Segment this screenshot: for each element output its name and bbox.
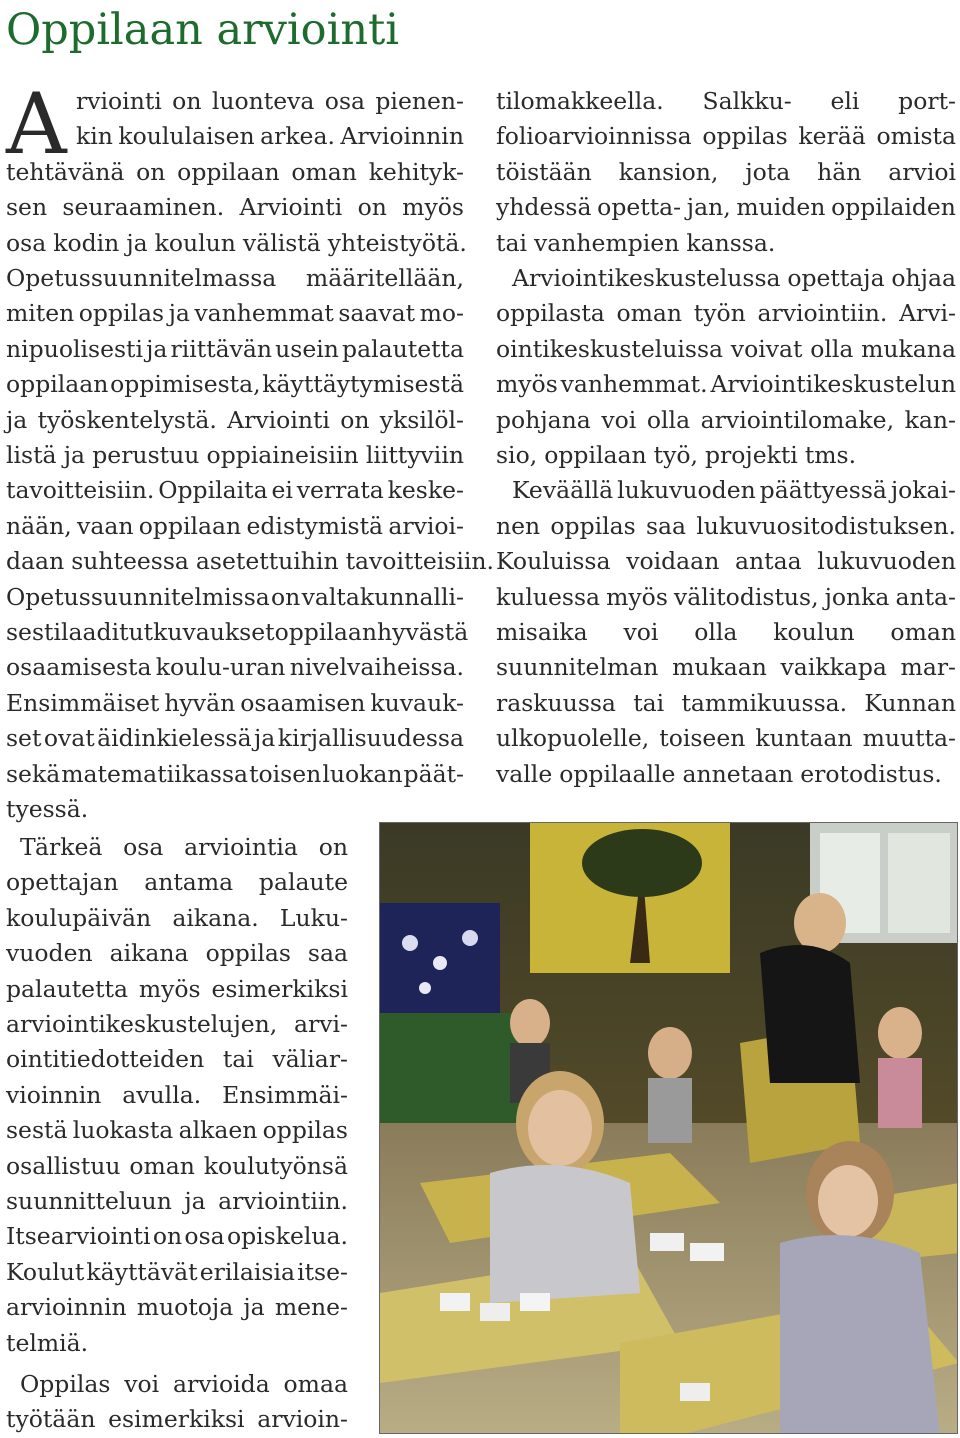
word: nipuolisesti bbox=[6, 334, 143, 363]
word: suhteessa bbox=[71, 547, 189, 576]
word: tai bbox=[222, 1045, 254, 1074]
word: väliar- bbox=[272, 1045, 348, 1074]
word: on bbox=[136, 157, 166, 186]
word: osaamisen bbox=[240, 688, 366, 717]
word: annetaan bbox=[682, 759, 794, 788]
word: Itsearviointi bbox=[6, 1222, 151, 1251]
word: kerää bbox=[798, 122, 866, 151]
word: kehityk- bbox=[368, 157, 464, 186]
text-line bbox=[496, 84, 956, 119]
word: antaa bbox=[735, 547, 802, 576]
word: Arviointikeskustelussa bbox=[512, 264, 781, 292]
word: vuoden bbox=[6, 939, 93, 968]
word: lukuvuositodistuksen. bbox=[696, 511, 956, 540]
text-line bbox=[6, 1007, 348, 1042]
text-line bbox=[6, 1402, 348, 1437]
text-line bbox=[6, 901, 348, 936]
text-line bbox=[496, 403, 956, 438]
word: oppilaan bbox=[274, 618, 378, 646]
word: Arviointikeskustelun bbox=[710, 370, 956, 399]
word: ovat bbox=[43, 724, 95, 753]
word: matematiikassa bbox=[61, 759, 249, 788]
word: seuraaminen. bbox=[62, 193, 225, 222]
word: kuntaan bbox=[755, 724, 853, 753]
text-line bbox=[496, 757, 956, 792]
word: osallistuu bbox=[6, 1151, 121, 1180]
word: työ, bbox=[653, 441, 698, 469]
word: olla bbox=[694, 618, 738, 646]
word: palaute bbox=[258, 868, 348, 897]
word: palautetta bbox=[6, 974, 128, 1003]
word: suunnitteluun bbox=[6, 1187, 172, 1215]
text-line bbox=[496, 615, 956, 650]
word: mar- bbox=[900, 653, 956, 682]
word: alkaen bbox=[178, 1116, 258, 1145]
word: Keväällä bbox=[512, 476, 614, 505]
word: tehtävänä bbox=[6, 157, 125, 186]
word: sestä bbox=[6, 1116, 68, 1145]
word: Luku- bbox=[279, 903, 348, 932]
word: liittyviin bbox=[365, 441, 464, 469]
word: arviointia bbox=[184, 833, 298, 861]
word: daan bbox=[6, 547, 65, 576]
word: ja bbox=[243, 1293, 265, 1322]
word: määritellään, bbox=[305, 264, 464, 292]
word: Tärkeä bbox=[20, 833, 103, 861]
word: toiseen bbox=[659, 724, 746, 753]
word: Kouluissa bbox=[496, 547, 611, 576]
word: ja bbox=[6, 405, 28, 434]
word: ja bbox=[254, 724, 276, 753]
word: keske- bbox=[387, 476, 464, 505]
word: arviointiin. bbox=[218, 1187, 348, 1215]
word: Arvioinnin bbox=[340, 122, 464, 151]
word: telmiä. bbox=[6, 1328, 89, 1357]
word: oppilas bbox=[205, 939, 291, 968]
text-line bbox=[6, 403, 464, 438]
word: luokasta bbox=[72, 1116, 174, 1145]
word: päät- bbox=[403, 759, 464, 788]
word: käyttävät bbox=[86, 1257, 198, 1286]
word: nen bbox=[496, 511, 541, 540]
word: oppilaan bbox=[138, 511, 242, 540]
word: myös bbox=[496, 370, 558, 399]
word: oppilas bbox=[78, 299, 165, 328]
text-line bbox=[6, 936, 348, 971]
word: koulupäivän bbox=[6, 903, 152, 932]
word: arkea. bbox=[260, 122, 335, 151]
word: on bbox=[271, 582, 301, 611]
word: tavoitteisiin. bbox=[345, 547, 494, 576]
text-line bbox=[6, 972, 348, 1007]
word: oman bbox=[291, 157, 357, 186]
word: erotodistus. bbox=[800, 759, 942, 788]
text-line bbox=[496, 296, 956, 331]
text-line bbox=[6, 544, 494, 579]
word: myös bbox=[402, 193, 464, 222]
word: kuvaukset bbox=[153, 618, 275, 646]
word: Salkku- bbox=[702, 87, 792, 115]
word: Arviointi bbox=[227, 405, 330, 434]
word: oppilasta bbox=[496, 299, 605, 328]
text-line bbox=[6, 1326, 348, 1361]
word: kan- bbox=[904, 405, 956, 434]
word: koulun bbox=[154, 228, 236, 257]
word: tai bbox=[496, 228, 527, 257]
text-line bbox=[6, 1042, 348, 1077]
text-line bbox=[6, 615, 469, 650]
word: päättyessä bbox=[759, 476, 887, 505]
word: voidaan bbox=[626, 547, 720, 576]
word: arvioida bbox=[172, 1370, 270, 1398]
word: sio, bbox=[496, 441, 538, 469]
word: Opetussuunnitelmissa bbox=[6, 582, 270, 611]
word: saa bbox=[307, 939, 348, 968]
word: äidinkielessä bbox=[97, 724, 252, 753]
text-line bbox=[6, 865, 348, 900]
word: on bbox=[172, 87, 202, 115]
word: Oppilaita bbox=[158, 476, 268, 505]
page-title: Oppilaan arviointi bbox=[6, 5, 400, 55]
word: vanhemmat. bbox=[560, 370, 708, 399]
text-line bbox=[6, 155, 464, 190]
word: oman bbox=[129, 1151, 195, 1180]
word: arvioi- bbox=[388, 511, 464, 540]
word: saavat bbox=[338, 299, 416, 328]
word: aikana. bbox=[172, 903, 259, 932]
word: nään, bbox=[6, 511, 72, 540]
word: palautetta bbox=[342, 334, 464, 363]
word: saa bbox=[645, 511, 687, 540]
word: opettaja bbox=[787, 264, 885, 292]
word: asetettuihin bbox=[195, 547, 339, 576]
word: arvioi bbox=[888, 157, 956, 186]
word: vanhemmat bbox=[194, 299, 334, 328]
word: tai bbox=[633, 688, 665, 717]
word: luonteva bbox=[211, 87, 315, 115]
word: koulun bbox=[773, 618, 855, 646]
text-line bbox=[6, 1184, 348, 1219]
word: tyessä. bbox=[6, 795, 89, 823]
word: esimerkiksi bbox=[108, 1405, 245, 1434]
word: edistymistä bbox=[246, 511, 384, 540]
word: ja bbox=[184, 1187, 206, 1215]
word: oppilaiden bbox=[831, 193, 956, 222]
word: listä bbox=[6, 441, 57, 469]
word: jan, bbox=[686, 193, 731, 222]
word: valtakunnalli- bbox=[301, 582, 464, 611]
word: työtään bbox=[6, 1405, 96, 1434]
word: osa bbox=[6, 228, 47, 257]
word: oppilaan bbox=[6, 370, 109, 399]
classroom-photo bbox=[379, 822, 958, 1434]
word: mo- bbox=[419, 299, 464, 328]
text-line bbox=[496, 226, 956, 261]
word: ja bbox=[63, 441, 86, 469]
word: arvi- bbox=[294, 1010, 348, 1038]
text-line bbox=[496, 650, 956, 685]
word: yksilöl- bbox=[379, 405, 464, 434]
text-line bbox=[6, 650, 464, 685]
word: lukuvuoden bbox=[817, 547, 956, 576]
text-line bbox=[496, 367, 956, 402]
word: raskuussa bbox=[496, 688, 616, 717]
word: sesti bbox=[6, 618, 61, 646]
text-line bbox=[496, 509, 956, 544]
text-line bbox=[496, 332, 956, 367]
text-line bbox=[6, 721, 464, 756]
word: käyttäytymisestä bbox=[262, 370, 464, 399]
word: arviointilomake, bbox=[700, 405, 895, 434]
text-line bbox=[6, 367, 464, 402]
word: tavoitteisiin. bbox=[6, 476, 155, 505]
text-line bbox=[6, 296, 464, 331]
word: usein bbox=[275, 334, 339, 363]
word: on bbox=[318, 833, 348, 861]
text-line bbox=[6, 580, 464, 615]
text-line bbox=[76, 84, 464, 119]
text-line bbox=[496, 438, 956, 473]
word: oppimisesta, bbox=[110, 370, 261, 399]
word: pohjana bbox=[496, 405, 591, 434]
word: perustuu bbox=[92, 441, 200, 469]
text-line bbox=[6, 261, 464, 296]
word: voi bbox=[623, 618, 659, 646]
word: osa bbox=[324, 87, 366, 115]
word: itse- bbox=[297, 1257, 348, 1286]
word: työskentelystä. bbox=[37, 405, 217, 434]
word: muutta- bbox=[862, 724, 956, 753]
word: eli bbox=[830, 87, 860, 115]
text-line bbox=[6, 226, 467, 261]
word: ei bbox=[271, 476, 293, 505]
text-line bbox=[512, 261, 956, 296]
text-line bbox=[496, 155, 956, 190]
word: hyvästä bbox=[377, 618, 469, 646]
word: olla bbox=[646, 405, 691, 434]
word: vanhempien bbox=[533, 228, 680, 257]
word: koulu-uran bbox=[155, 653, 286, 682]
word: kansion, bbox=[618, 157, 719, 186]
text-line bbox=[6, 332, 464, 367]
word: opettajan bbox=[6, 868, 119, 897]
word: yhteistyötä. bbox=[327, 228, 467, 257]
word: oppilas bbox=[262, 1116, 348, 1145]
word: valle bbox=[496, 759, 553, 788]
word: ja bbox=[126, 228, 148, 257]
word: Ensimmäi- bbox=[222, 1080, 348, 1109]
word: kuluessa bbox=[496, 582, 601, 611]
word: työn bbox=[693, 299, 746, 328]
word: hän bbox=[817, 157, 862, 186]
word: voivat bbox=[730, 334, 803, 363]
text-line bbox=[6, 473, 464, 508]
word: omista bbox=[876, 122, 956, 151]
text-line bbox=[6, 686, 464, 721]
word: aikana bbox=[109, 939, 189, 968]
word: avulla. bbox=[122, 1080, 202, 1109]
word: lukuvuoden bbox=[617, 476, 756, 505]
word: muiden bbox=[736, 193, 826, 222]
word: osa bbox=[123, 833, 164, 861]
word: oppilas bbox=[702, 122, 788, 151]
word: opetta- bbox=[597, 193, 682, 222]
word: yhdessä bbox=[496, 193, 592, 222]
text-line bbox=[6, 190, 464, 225]
word: riittävän bbox=[170, 334, 273, 363]
word: vioinnin bbox=[6, 1080, 102, 1109]
text-line bbox=[6, 1255, 348, 1290]
text-line bbox=[20, 1367, 348, 1402]
word: jonka bbox=[824, 582, 890, 611]
word: oppilas bbox=[550, 511, 636, 540]
word: oppilaan bbox=[544, 441, 647, 469]
word: tammikuussa. bbox=[681, 688, 848, 717]
word: olla bbox=[810, 334, 854, 363]
word: ulkopuolelle, bbox=[496, 724, 650, 753]
word: kin bbox=[76, 122, 113, 151]
word: arvioin- bbox=[257, 1405, 348, 1434]
text-line bbox=[6, 1113, 348, 1148]
word: Arvi- bbox=[899, 299, 956, 328]
word: koululaisen bbox=[118, 122, 255, 151]
text-line bbox=[6, 757, 464, 792]
word: nivelvaiheissa. bbox=[289, 653, 464, 682]
word: ja bbox=[168, 299, 190, 328]
word: töistään bbox=[496, 157, 592, 186]
word: jota bbox=[745, 157, 791, 186]
word: kuvauk- bbox=[370, 688, 464, 717]
word: misaika bbox=[496, 618, 588, 646]
word: antama bbox=[144, 868, 234, 897]
word: laaditut bbox=[61, 618, 154, 646]
word: Koulut bbox=[6, 1257, 85, 1286]
word: miten bbox=[6, 299, 75, 328]
word: suunnitelman bbox=[496, 653, 659, 682]
text-line bbox=[6, 438, 464, 473]
text-line bbox=[20, 830, 348, 865]
text-line bbox=[6, 1149, 348, 1184]
word: on bbox=[152, 1222, 183, 1251]
word: myös bbox=[606, 582, 668, 611]
word: välitodistus, bbox=[673, 582, 819, 611]
text-line bbox=[496, 686, 956, 721]
word: Kunnan bbox=[864, 688, 956, 717]
word: opiskelua. bbox=[226, 1222, 348, 1251]
word: välistä bbox=[242, 228, 321, 257]
text-line bbox=[512, 473, 956, 508]
text-line bbox=[496, 721, 956, 756]
word: jokai- bbox=[890, 476, 956, 505]
word: port- bbox=[898, 87, 956, 115]
word: Arviointi bbox=[239, 193, 343, 222]
word: Opetussuunnitelmassa bbox=[6, 264, 277, 292]
word: anta- bbox=[895, 582, 956, 611]
word: Ensimmäiset bbox=[6, 688, 160, 717]
word: rviointi bbox=[76, 87, 162, 115]
word: erilaisia bbox=[199, 1257, 295, 1286]
word: koulutyönsä bbox=[203, 1151, 348, 1180]
word: oppiaineisiin bbox=[206, 441, 359, 469]
word: Oppilas bbox=[20, 1370, 111, 1398]
word: hyvän bbox=[164, 688, 236, 717]
word: esimerkiksi bbox=[211, 974, 348, 1003]
word: voi bbox=[124, 1370, 160, 1398]
word: mukaan bbox=[672, 653, 767, 682]
text-line bbox=[76, 119, 464, 154]
word: toisen bbox=[249, 759, 322, 788]
word: kanssa. bbox=[686, 228, 776, 257]
word: myös bbox=[138, 974, 201, 1003]
text-line bbox=[6, 509, 464, 544]
text-line bbox=[496, 190, 956, 225]
word: sekä bbox=[6, 759, 61, 788]
word: omaa bbox=[283, 1370, 348, 1398]
word: ohjaa bbox=[891, 264, 956, 292]
text-line bbox=[6, 1290, 348, 1325]
word: on bbox=[357, 193, 387, 222]
text-line bbox=[496, 119, 956, 154]
word: vaikkapa bbox=[780, 653, 887, 682]
word: sen bbox=[6, 193, 48, 222]
word: oppilaalle bbox=[559, 759, 676, 788]
word: muotoja bbox=[136, 1293, 234, 1322]
word: ointikeskusteluissa bbox=[496, 334, 724, 363]
word: projekti bbox=[704, 441, 798, 469]
word: voi bbox=[601, 405, 637, 434]
text-line bbox=[6, 1219, 348, 1254]
word: folioarvioinnissa bbox=[496, 122, 692, 151]
word: tilomakkeella. bbox=[496, 87, 664, 115]
word: pienen- bbox=[375, 87, 464, 115]
word: osaamisesta bbox=[6, 653, 152, 682]
word: mukana bbox=[861, 334, 956, 363]
word: oman bbox=[616, 299, 683, 328]
word: tms. bbox=[804, 441, 857, 469]
text-line bbox=[6, 1078, 348, 1113]
word: verrata bbox=[296, 476, 384, 505]
word: arviointikeskustelujen, bbox=[6, 1010, 278, 1038]
word: arviointiin. bbox=[757, 299, 888, 328]
word: vaan bbox=[77, 511, 134, 540]
word: kirjallisuudessa bbox=[277, 724, 464, 753]
word: set bbox=[6, 724, 42, 753]
drop-cap: A bbox=[6, 75, 67, 173]
word: ointitiedotteiden bbox=[6, 1045, 205, 1074]
word: luokan bbox=[322, 759, 403, 788]
word: mene- bbox=[274, 1293, 348, 1322]
word: oman bbox=[890, 618, 956, 646]
word: osa bbox=[184, 1222, 225, 1251]
text-line bbox=[496, 580, 956, 615]
text-line bbox=[496, 544, 956, 579]
word: oppilaan bbox=[177, 157, 280, 186]
word: arvioinnin bbox=[6, 1293, 127, 1322]
word: ja bbox=[146, 334, 168, 363]
word: on bbox=[340, 405, 370, 434]
word: kodin bbox=[53, 228, 120, 257]
